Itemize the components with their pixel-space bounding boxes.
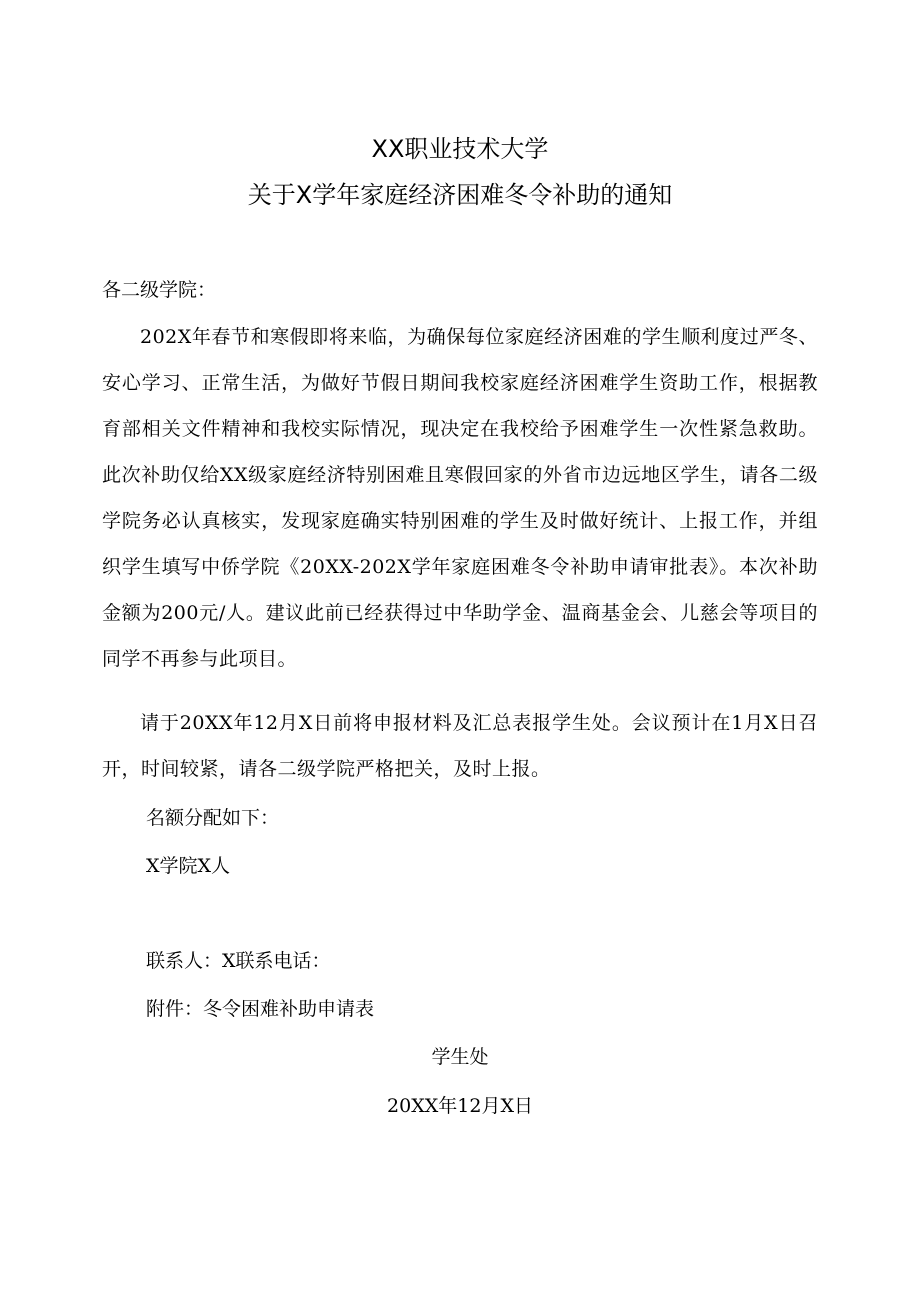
issue-date: 20XX年12月X日 [387, 1095, 533, 1117]
quota-item: X学院X人 [146, 855, 231, 877]
contact-line: 联系人：X联系电话： [146, 950, 331, 972]
attachment-line: 附件：冬令困难补助申请表 [146, 998, 375, 1020]
quota-heading: 名额分配如下： [146, 807, 280, 829]
document-title-notice: 关于X学年家庭经济困难冬令补助的通知 [247, 181, 673, 209]
issuer: 学生处 [431, 1046, 489, 1068]
paragraph-deadline: 请于20XX年12月X日前将申报材料及汇总表报学生处。会议预计在1月X日召开，时间较紧，请各二级学院严格把关，及时上报。 [102, 712, 818, 780]
document-title-school: XX职业技术大学 [371, 135, 549, 163]
salutation: 各二级学院： [102, 279, 217, 301]
paragraph-main: 202X年春节和寒假即将来临，为确保每位家庭经济困难的学生顺利度过严冬、安心学习、正常生活，为做好节假日期间我校家庭经济困难学生资助工作，根据教育部相关文件精神和我校实际情况，现决定在我校给予困难学生一次性紧急救助。此次补助仅给XX级家庭经济特别困难且寒假回家的外省市边远地区学生，请各二级学院务必认真核实，发现家庭确实特别困难的学生及时做好统计、上报工作，并组织学生填写中侨学院《20XX-202X学年家庭困难冬令补助申请审批表》。本次补助金额为200元/人。建议此前已经获得过中华助学金、温商基金会、儿慈会等项目的同学不再参与此项目。 [102, 326, 818, 670]
